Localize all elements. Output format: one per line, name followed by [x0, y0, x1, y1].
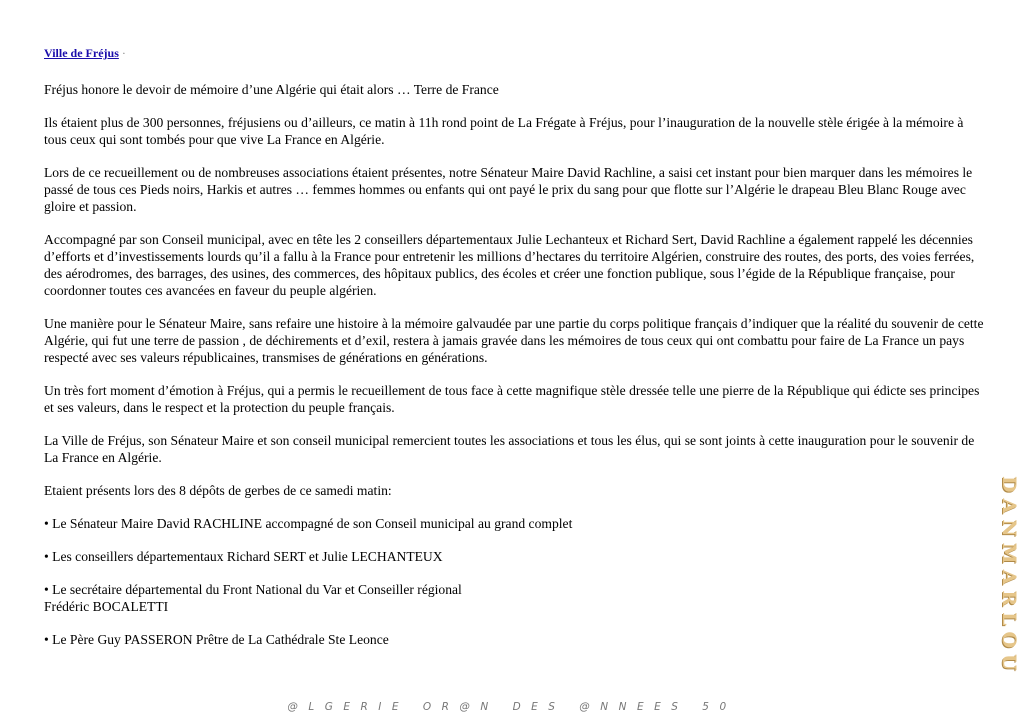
attendee-item: • Le Sénateur Maire David RACHLINE accompagné de son Conseil municipal au grand complet — [44, 516, 573, 531]
footer-signature: @LGERIE OR@N DES @NNEES 50 — [287, 701, 737, 713]
paragraph-3: Accompagné par son Conseil municipal, avec en tête les 2 conseillers départementaux Julie Lechanteux et Richard Sert, David Rachline a également rappelé les décennies d’efforts et d’investissements lourds qu’il a fallu à la France pour entretenir les millions d’hectares du territoire Algérien, construire des routes, des ports, des voies ferrées, des aérodromes, des barrages, des usines, des commerces, des hôpitaux publics, des écoles et créer une fonction publique, sous l’égide de la République française, pour coordonner toutes ces avancées en faveur du peuple algérien. — [44, 232, 975, 298]
attendee-item: • Les conseillers départementaux Richard SERT et Julie LECHANTEUX — [44, 549, 443, 564]
attendee-item-continuation: Frédéric BOCALETTI — [44, 599, 169, 614]
danmarlou-watermark: DANMARLOU — [998, 476, 1020, 677]
source-dot: · — [121, 46, 126, 60]
attendee-item: • Le Père Guy PASSERON Prêtre de La Cathédrale Ste Leonce — [44, 632, 389, 647]
paragraph-4: Une manière pour le Sénateur Maire, sans refaire une histoire à la mémoire galvaudée par une partie du corps politique français d’indiquer que la réalité du souvenir de cette Algérie, qui fut une terre de passion , de déchirements et d’exil, restera à jamais gravée dans les mémoires de tous ceux qui ont combattu pour faire de La France un pays respecté avec ses valeurs républicaines, transmises de générations en générations. — [44, 316, 984, 365]
attendee-item: • Le secrétaire départemental du Front National du Var et Conseiller régional — [44, 582, 462, 597]
attendees-intro: Etaient présents lors des 8 dépôts de gerbes de ce samedi matin: — [44, 483, 392, 498]
document-body — [44, 44, 984, 664]
paragraph-1: Ils étaient plus de 300 personnes, fréjusiens ou d’ailleurs, ce matin à 11h rond point de La Frégate à Fréjus, pour l’inauguration de la nouvelle stèle érigée à la mémoire à tous ceux qui sont tombés pour que vive La France en Algérie. — [44, 115, 964, 147]
paragraph-6: La Ville de Fréjus, son Sénateur Maire et son conseil municipal remercient toutes les associations et tous les élus, qui se sont joints à cette inauguration pour le souvenir de La France en Algérie. — [44, 433, 975, 465]
paragraph-2: Lors de ce recueillement ou de nombreuses associations étaient présentes, notre Sénateur Maire David Rachline, a saisi cet instant pour bien marquer dans les mémoires le passé de tous ces Pieds noirs, Harkis et autres … femmes hommes ou enfants qui ont payé le prix du sang pour que flotte sur l’Algérie le drapeau Bleu Blanc Rouge avec gloire et passion. — [44, 165, 973, 214]
headline: Fréjus honore le devoir de mémoire d’une Algérie qui était alors … Terre de France — [44, 82, 499, 97]
source-link[interactable]: Ville de Fréjus — [44, 46, 119, 60]
paragraph-5: Un très fort moment d’émotion à Fréjus, qui a permis le recueillement de tous face à cette magnifique stèle dressée telle une pierre de la République qui édicte ses principes et ses valeurs, dans le respect et la protection du peuple français. — [44, 383, 980, 415]
